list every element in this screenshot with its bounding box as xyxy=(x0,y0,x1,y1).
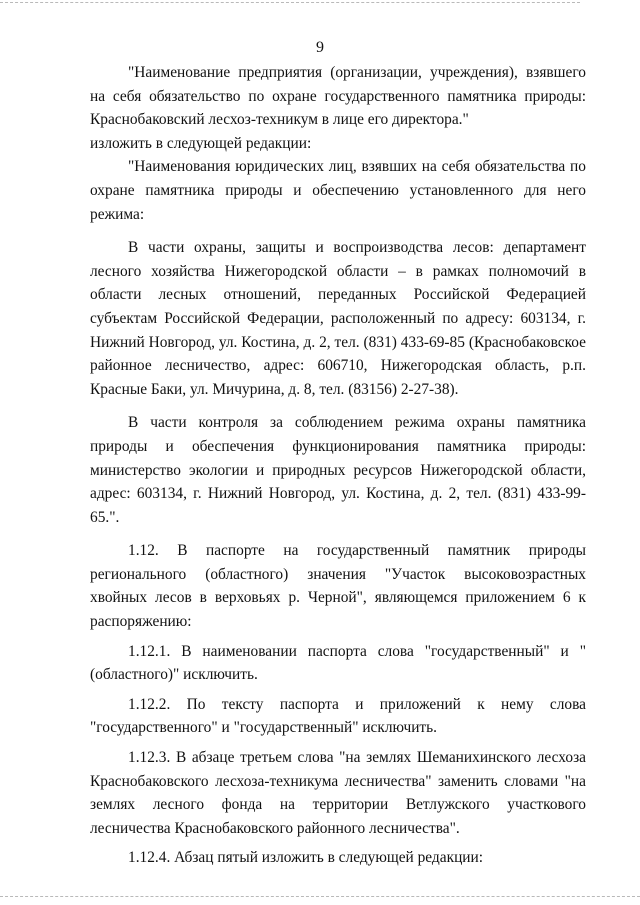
scan-edge-top xyxy=(0,2,580,3)
page-number: 9 xyxy=(316,39,324,56)
paragraph-section-1-12: 1.12. В паспорте на государственный памятник природы регионального (областного) значения "Участок высоковозрастных хвойных лесов в верховьях р. Черной", являющемся приложением 6 к распоряжению: xyxy=(90,542,586,631)
paragraph-regime-control: В части контроля за соблюдением режима охраны памятника природы и обеспечения функционирования памятника природы: министерство экологии и природных ресурсов Нижегородской области, адрес: 603134, г. Нижний Новгород, ул. Костина, д. 2, тел. (831) 433-99-65.". xyxy=(90,414,586,526)
paragraph-quoted-old-name: "Наименование предприятия (организации, учреждения), взявшего на себя обязательство по охране государственного памятника природы: Краснобаковский лесхоз-техникум в лице его директора." xyxy=(90,64,586,129)
paragraph-quoted-new-name: "Наименования юридических лиц, взявших на себя обязательства по охране памятника природы и обеспечению установленного для него режима: xyxy=(90,158,586,223)
paragraph-section-1-12-4: 1.12.4. Абзац пятый изложить в следующей редакции: xyxy=(128,849,484,867)
scan-edge-bottom xyxy=(0,896,640,897)
document-body xyxy=(90,61,586,870)
paragraph-section-1-12-3: 1.12.3. В абзаце третьем слова "на землях Шеманихинского лесхоза Краснобаковского лесхоза-техникума лесничества" заменить словами "на землях лесного фонда на территории Ветлужского участкового лесничества Краснобаковского районного лесничества". xyxy=(90,749,586,837)
paragraph-replace-instruction: изложить в следующей редакции: xyxy=(90,134,312,152)
paragraph-forest-protection: В части охраны, защиты и воспроизводства лесов: департамент лесного хозяйства Нижегородской области – в рамках полномочий в области лесных отношений, переданных Российской Федерацией субъектам Российской Федерации, расположенный по адресу: 603134, г. Нижний Новгород, ул. Костина, д. 2, тел. (831) 433-69-85 (Краснобаковское районное лесничество, адрес: 606710, Нижегородская область, р.п. Красные Баки, ул. Мичурина, д. 8, тел. (83156) 2-27-38). xyxy=(90,239,586,398)
paragraph-section-1-12-2: 1.12.2. По тексту паспорта и приложений к нему слова "государственного" и "государственный" исключить. xyxy=(90,695,586,737)
paragraph-section-1-12-1: 1.12.1. В наименовании паспорта слова "государственный" и "(областного)" исключить. xyxy=(90,642,586,684)
